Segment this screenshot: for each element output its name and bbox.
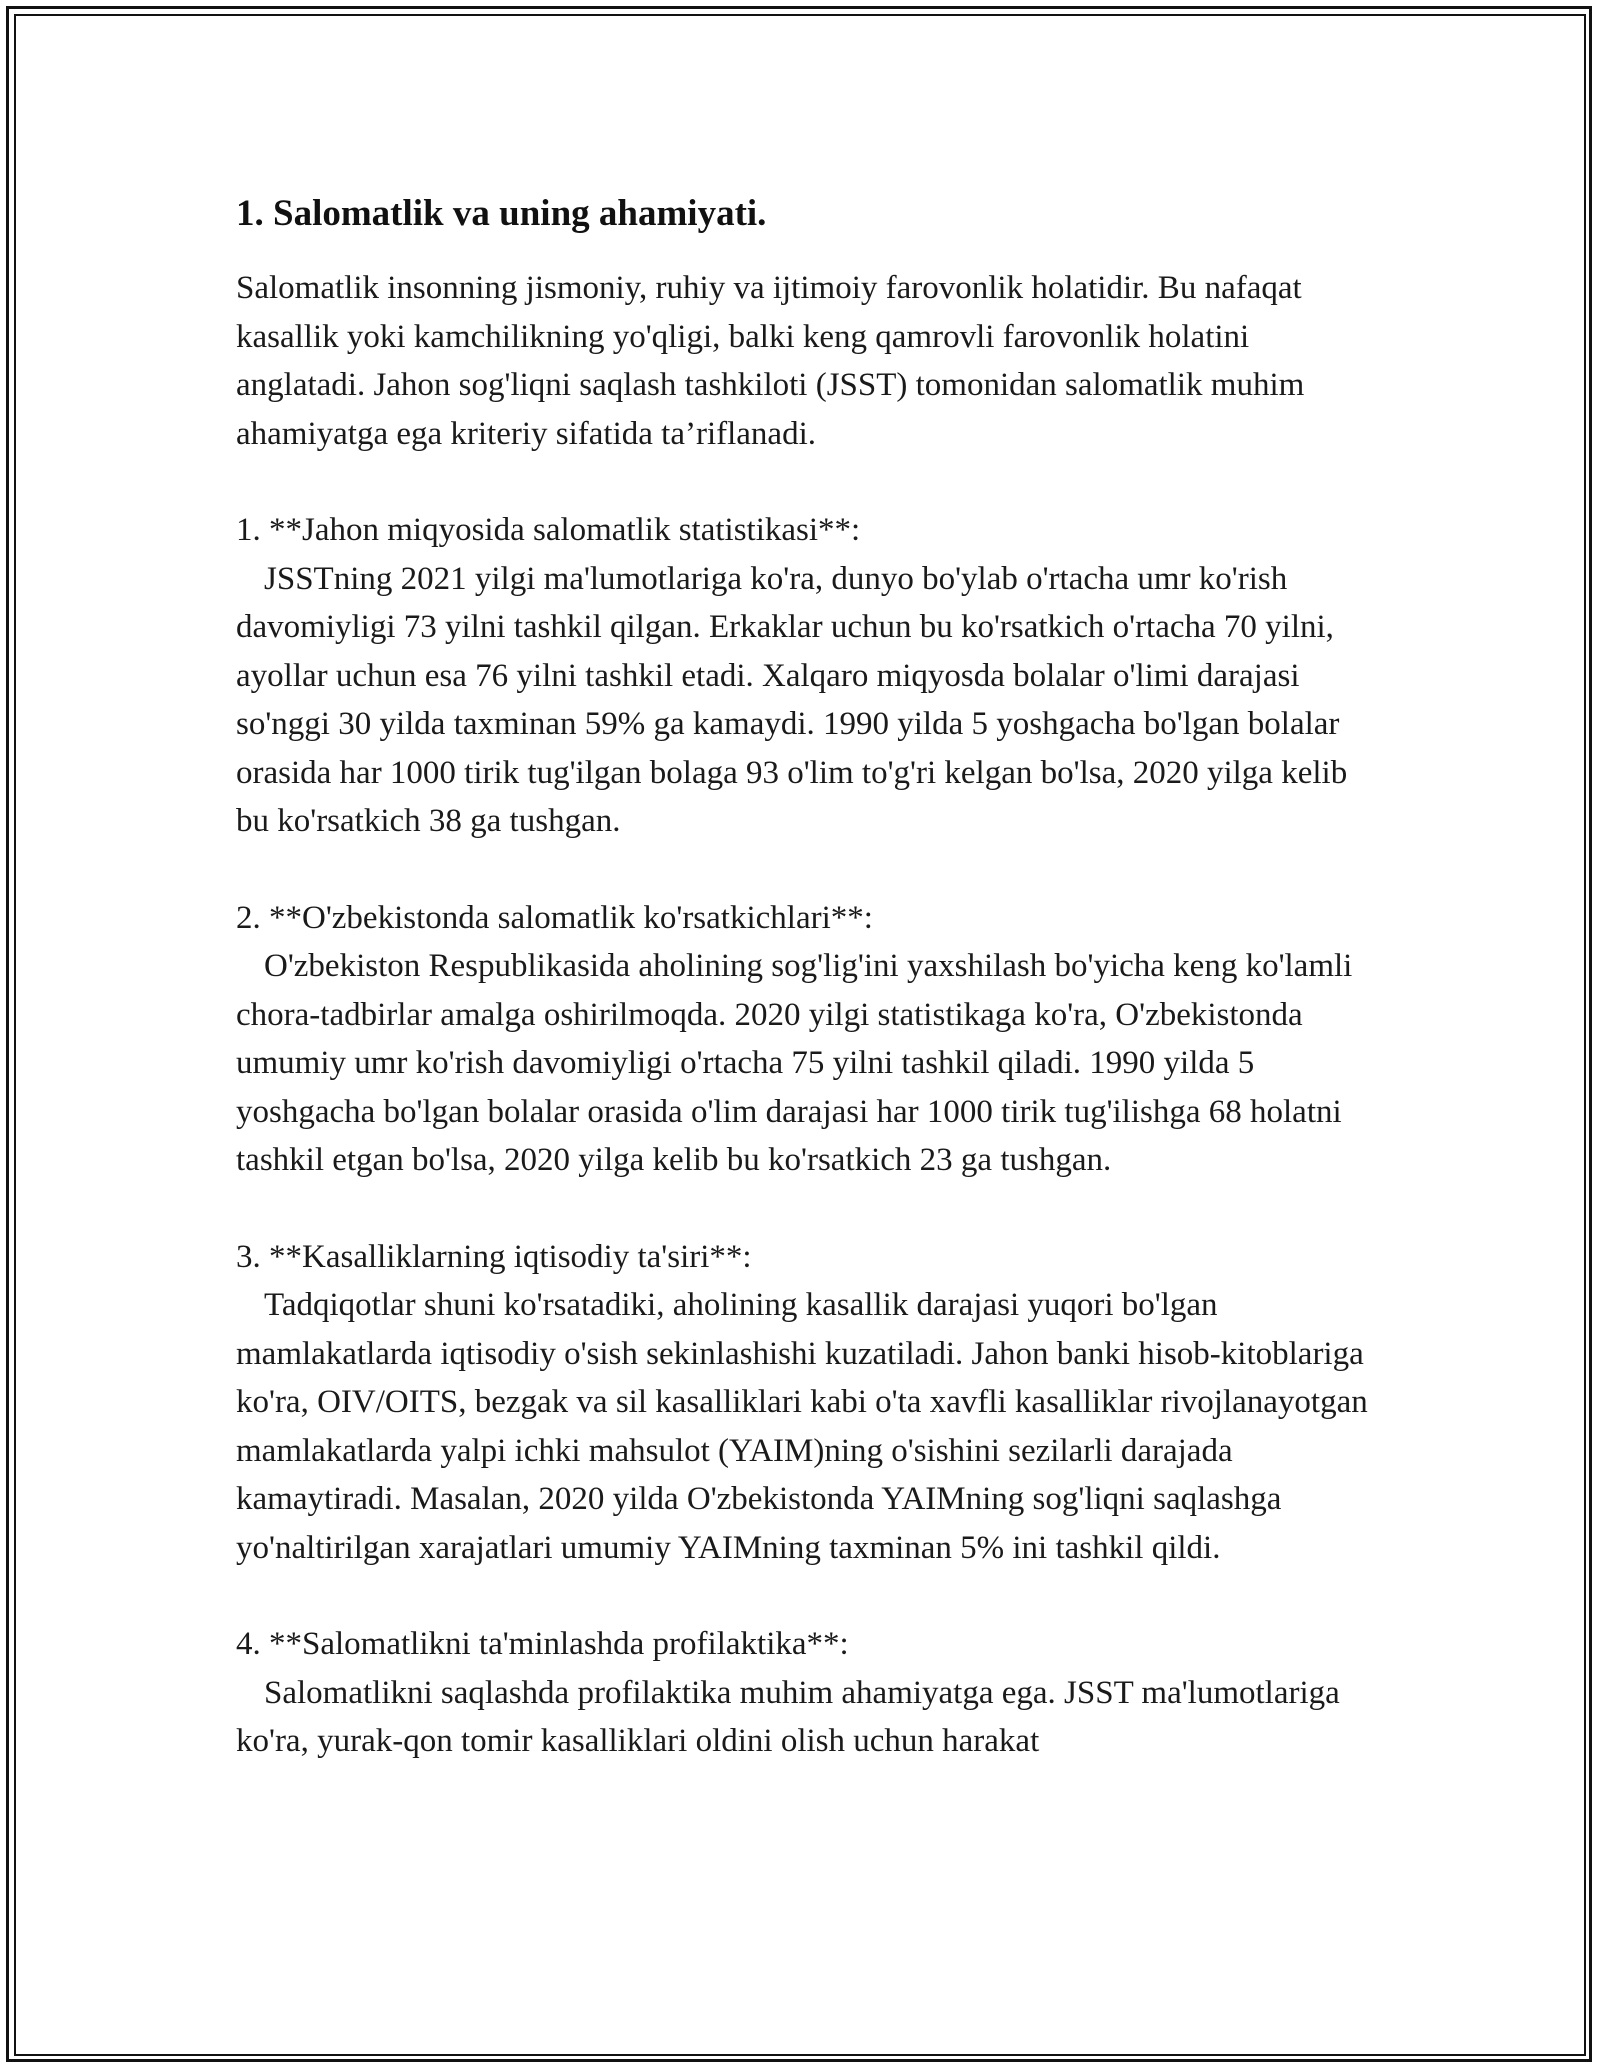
section-body: O'zbekiston Respublikasida aholining sog'lig'ini yaxshilash bo'yicha keng ko'lamli chora-tadbirlar amalga oshirilmoqda. 2020 yilgi statistikaga ko'ra, O'zbekistonda umumiy umr ko'rish davomiyligi o'rtacha 75 yilni tashkil qiladi. 1990 yilda 5 yoshgacha bo'lgan bolalar orasida o'lim darajasi har 1000 tirik tug'ilishga 68 holatni tashkil etgan bo'lsa, 2020 yilga kelib bu ko'rsatkich 23 ga tushgan. (236, 948, 1353, 1178)
section-economic-impact (236, 1233, 1368, 1573)
intro-paragraph: Salomatlik insonning jismoniy, ruhiy va ijtimoiy farovonlik holatidir. Bu nafaqat kasallik yoki kamchilikning yo'qligi, balki keng qamrovli farovonlik holatini anglatadi. Jahon sog'liqni saqlash tashkiloti (JSST) tomonidan salomatlik muhim ahamiyatga ega kriteriy sifatida ta’riflanadi. (236, 270, 1305, 452)
section-heading: 3. **Kasalliklarning iqtisodiy ta'siri**: (236, 1238, 752, 1275)
section-heading: 4. **Salomatlikni ta'minlashda profilaktika**: (236, 1626, 849, 1662)
section-body: Salomatlikni saqlashda profilaktika muhim ahamiyatga ega. JSST ma'lumotlariga ko'ra, yurak-qon tomir kasalliklari oldini olish uchun harakat (236, 1674, 1340, 1759)
document-body (236, 186, 1368, 1814)
section-body: Tadqiqotlar shuni ko'rsatadiki, aholining kasallik darajasi yuqori bo'lgan mamlakatlarda iqtisodiy o'sish sekinlashishi kuzatiladi. Jahon banki hisob-kitoblariga ko'ra, OIV/OITS, bezgak va sil kasalliklari kabi o'ta xavfli kasalliklar rivojlanayotgan mamlakatlarda yalpi ichki mahsulot (YAIM)ning o'sishini sezilarli darajada kamaytiradi. Masalan, 2020 yilda O'zbekistonda YAIMning sog'liqni saqlashga yo'naltirilgan xarajatlari umumiy YAIMning taxminan 5% ini tashkil qildi. (236, 1287, 1368, 1566)
section-heading: 2. **O'zbekistonda salomatlik ko'rsatkichlari**: (236, 899, 873, 936)
section-prevention (236, 1620, 1368, 1766)
section-uzbekistan-indicators (236, 894, 1368, 1185)
section-heading: 1. **Jahon miqyosida salomatlik statistikasi**: (236, 512, 861, 548)
section-global-statistics (236, 506, 1368, 846)
document-title: 1. Salomatlik va uning ahamiyati. (236, 193, 767, 234)
section-body: JSSTning 2021 yilgi ma'lumotlariga ko'ra, dunyo bo'ylab o'rtacha umr ko'rish davomiyligi 73 yilni tashkil qilgan. Erkaklar uchun bu ko'rsatkich o'rtacha 70 yilni, ayollar uchun esa 76 yilni tashkil etadi. Xalqaro miqyosda bolalar o'limi darajasi so'nggi 30 yilda taxminan 59% ga kamaydi. 1990 yilda 5 yoshgacha bo'lgan bolalar orasida har 1000 tirik tug'ilgan bolaga 93 o'lim to'g'ri kelgan bo'lsa, 2020 yilga kelib bu ko'rsatkich 38 ga tushgan. (236, 560, 1348, 839)
